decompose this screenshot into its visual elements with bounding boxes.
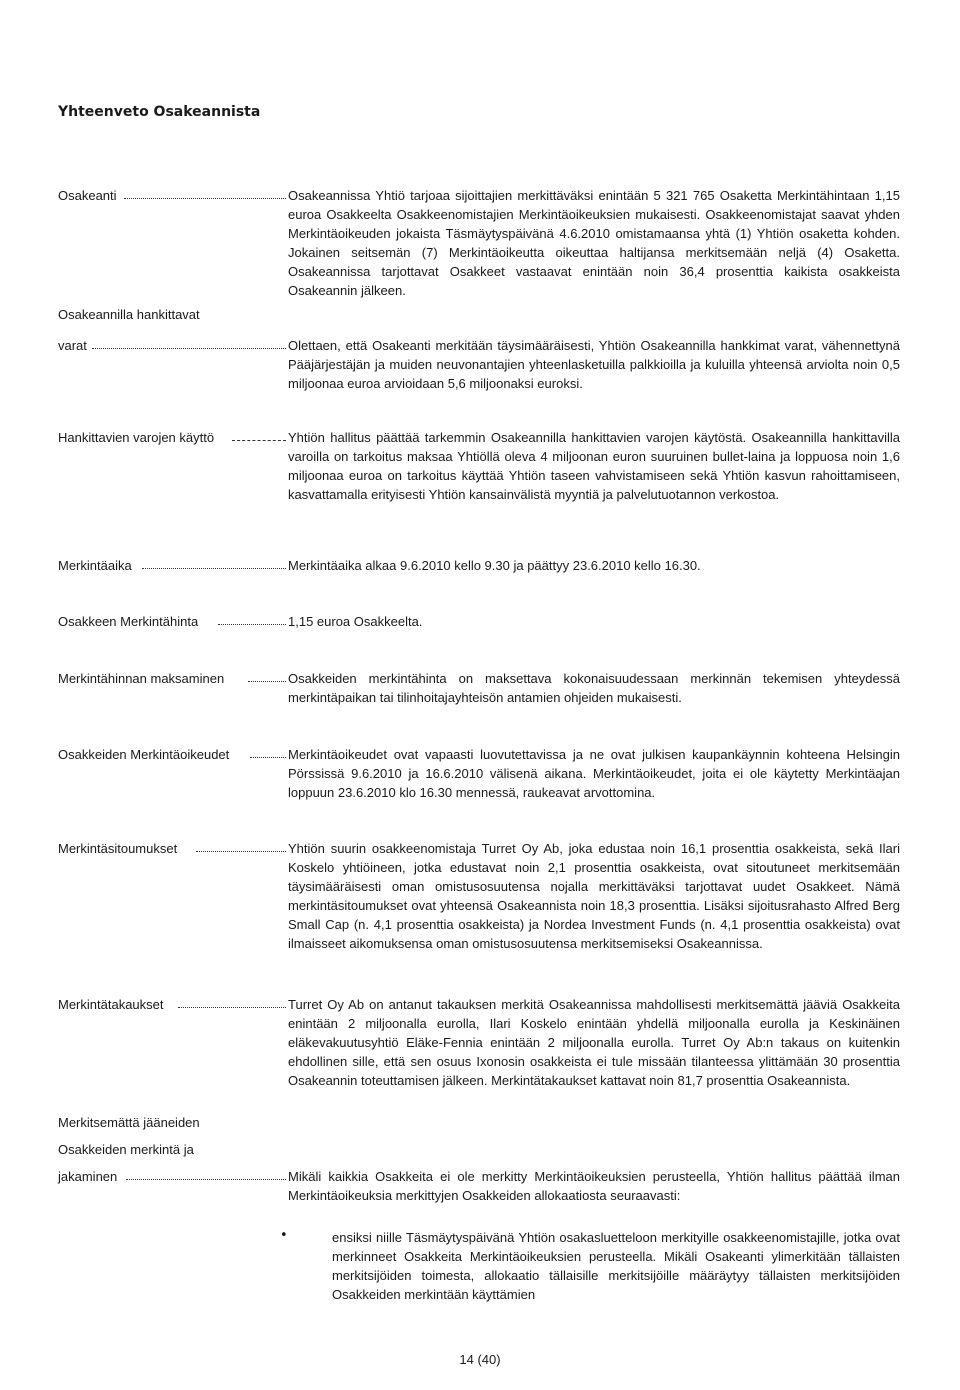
bullet-text: ensiksi niille Täsmäytyspäivänä Yhtiön osakasluetteloon merkityille osakkeenomistajille, jotka ovat merkinneet Osakkeita Merkintäoikeuksien perusteella. Mikäli Osakeanti ylimerkitään tällaisten merkitsijöiden toimesta, allokaatio tällaisille merkitsijöille määräytyy tällaisten merkitsijöiden Osakkeiden merkintään käyttämien <box>332 1230 900 1302</box>
section-label-merkintaaika: Merkintäaika <box>58 558 132 573</box>
dotted-leader <box>248 681 286 682</box>
dotted-leader <box>126 1179 286 1180</box>
section-label-varat-line1: Osakeannilla hankittavat <box>58 307 200 322</box>
section-label-kaytto: Hankittavien varojen käyttö <box>58 430 215 445</box>
section-label-varat-line2: varat <box>58 338 87 353</box>
section-text-merkintasitoumukset: Yhtiön suurin osakkeenomistaja Turret Oy Ab, joka edustaa noin 16,1 prosenttia osakkeista, sekä Ilari Koskelo yhtiöineen, jotka edustavat noin 2,1 prosenttia osakkeista, ovat sitoutuneet merkitsemään täysimääräisesti oman omistusosuutensa nojalla merkittäväksi tarjottavat uudet Osakkeet. Nämä merkintäsitoumukset ovat yhteensä Osakeannista noin 18,3 prosenttia. Lisäksi sijoitusrahasto Alfred Berg Small Cap (n. 4,1 prosenttia osakkeista) ja Nordea Investment Funds (n. 4,1 prosenttia osakkeista) ovat ilmaisseet aikomuksensa oman omistusosuutensa merkitsemiseksi Osakeannissa. <box>288 841 900 951</box>
section-text-merkintatakaukset: Turret Oy Ab on antanut takauksen merkitä Osakeannissa mahdollisesti merkitsemättä jääviä Osakkeita enintään 2 miljoonalla eurolla, Ilari Koskelo enintään yhdellä miljoonalla eurolla ja Keskinäinen eläkevakuutusyhtiö Eläke-Fennia enintään 2 miljoonalla eurolla. Turret Oy Ab:n takaus on kuitenkin ehdollinen sille, että sen osuus Ixonosin osakkeista ei tule missään tilanteessa ylittämään 30 prosenttia Osakeannin toteuttamisen jälkeen. Merkintätakaukset kattavat noin 81,7 prosenttia Osakeannista. <box>288 997 900 1088</box>
section-label-merkintaoikeudet: Osakkeiden Merkintäoikeudet <box>58 747 230 762</box>
section-label-jakaminen-line2: Osakkeiden merkintä ja <box>58 1142 194 1157</box>
section-text-osakeanti: Osakeannissa Yhtiö tarjoaa sijoittajien merkittäväksi enintään 5 321 765 Osaketta Merkintähintaan 1,15 euroa Osakkeelta Osakkeenomistajien Merkintäoikeuksien mukaisesti. Osakkeenomistajat saavat yhden Merkintäoikeuden jokaista Täsmäytyspäivänä 4.6.2010 omistamaansa yhtä (1) Yhtiön osaketta kohden. Jokainen seitsemän (7) Merkintäoikeutta oikeuttaa haltijansa merkitsemään neljä (4) Osaketta. Osakeannissa tarjottavat Osakkeet vastaavat enintään noin 36,4 prosenttia kaikista osakkeista Osakeannin jälkeen. <box>288 188 900 298</box>
section-label-merkintahinta: Osakkeen Merkintähinta <box>58 614 199 629</box>
section-text-merkintaaika: Merkintäaika alkaa 9.6.2010 kello 9.30 ja päättyy 23.6.2010 kello 16.30. <box>288 558 701 573</box>
section-text-merkintaoikeudet: Merkintäoikeudet ovat vapaasti luovutettavissa ja ne ovat julkisen kaupankäynnin kohteena Helsingin Pörssissä 9.6.2010 ja 16.6.2010 välisenä aikana. Merkintäoikeudet, joita ei ole käytetty Merkintäajan loppuun 23.6.2010 klo 16.30 mennessä, raukeavat arvottomina. <box>288 747 900 800</box>
bullet-icon: • <box>280 1228 288 1243</box>
dotted-leader <box>178 1007 286 1008</box>
dotted-leader <box>124 198 286 199</box>
section-text-maksaminen: Osakkeiden merkintähinta on maksettava kokonaisuudessaan merkinnän tekemisen yhteydessä merkintäpaikan tai tilinhoitajayhteisön antamien ohjeiden mukaisesti. <box>288 671 900 705</box>
section-label-osakeanti: Osakeanti <box>58 188 117 203</box>
page-number: 14 (40) <box>459 1352 501 1367</box>
section-label-jakaminen-line1: Merkitsemättä jääneiden <box>58 1115 200 1130</box>
section-label-merkintatakaukset: Merkintätakaukset <box>58 997 164 1012</box>
section-label-merkintasitoumukset: Merkintäsitoumukset <box>58 841 178 856</box>
page-title: Yhteenveto Osakeannista <box>58 104 261 120</box>
dotted-leader <box>142 568 286 569</box>
section-text-varat: Olettaen, että Osakeanti merkitään täysimääräisesti, Yhtiön Osakeannilla hankkimat varat, vähennettynä Pääjärjestäjän ja muiden neuvonantajien yhteenlasketuilla palkkioilla ja kuluilla yhteensä arviolta noin 0,5 miljoonaa euroa arvioidaan 5,6 miljoonaksi euroksi. <box>288 338 900 391</box>
dotted-leader <box>92 348 286 349</box>
section-label-jakaminen-line3: jakaminen <box>58 1169 118 1184</box>
dotted-leader <box>196 851 286 852</box>
dotted-leader <box>218 624 286 625</box>
section-text-jakaminen: Mikäli kaikkia Osakkeita ei ole merkitty Merkintäoikeuksien perusteella, Yhtiön hallitus päättää ilman Merkintäoikeuksia merkittyjen Osakkeiden allokaatiosta seuraavasti: <box>288 1169 900 1203</box>
section-text-kaytto: Yhtiön hallitus päättää tarkemmin Osakeannilla hankittavien varojen käytöstä. Osakeannilla hankittavilla varoilla on tarkoitus maksaa Yhtiöllä oleva 4 miljoonan euron suuruinen bullet-laina ja loppuosa noin 1,6 miljoonaa euroa on tarkoitus käyttää Yhtiön taseen vahvistamiseen sekä Yhtiön kasvun rahoittamiseen, kasvattamalla erityisesti Yhtiön kansainvälistä myyntiä ja palvelutuotannon verkostoa. <box>288 430 900 502</box>
dotted-leader <box>232 440 286 441</box>
dotted-leader <box>250 757 286 758</box>
section-label-maksaminen: Merkintähinnan maksaminen <box>58 671 225 686</box>
section-text-merkintahinta: 1,15 euroa Osakkeelta. <box>288 614 423 629</box>
